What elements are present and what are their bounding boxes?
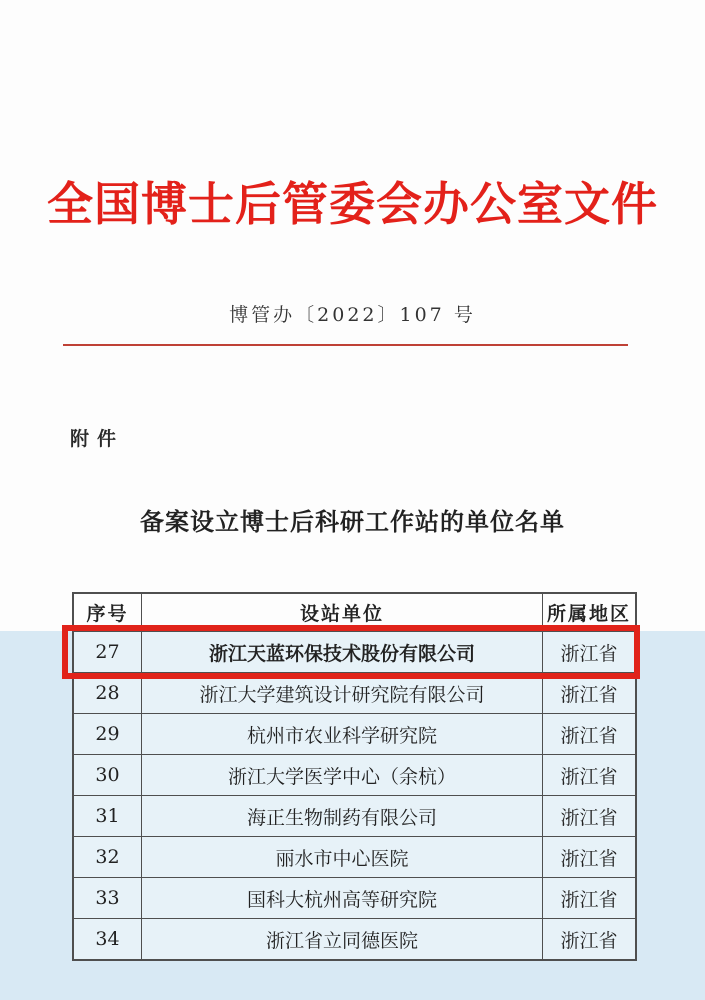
table-row [74, 755, 636, 796]
document-title: 全国博士后管委会办公室文件 [47, 177, 658, 231]
cell-region: 浙江省 [543, 796, 636, 837]
cell-unit-name: 浙江大学医学中心（余杭） [142, 755, 543, 796]
cell-region: 浙江省 [543, 837, 636, 878]
red-divider-line [63, 344, 628, 346]
units-table [73, 593, 636, 960]
header-region: 所属地区 [543, 594, 636, 632]
cell-unit-name: 浙江省立同德医院 [142, 919, 543, 960]
header-serial-number: 序号 [74, 594, 142, 632]
table-row [74, 632, 636, 673]
table-row [74, 673, 636, 714]
cell-unit-name: 浙江大学建筑设计研究院有限公司 [142, 673, 543, 714]
header-unit-name: 设站单位 [142, 594, 543, 632]
table-row [74, 919, 636, 960]
cell-unit-name: 杭州市农业科学研究院 [142, 714, 543, 755]
table-row [74, 837, 636, 878]
cell-serial-number: 32 [74, 837, 142, 878]
cell-unit-name: 国科大杭州高等研究院 [142, 878, 543, 919]
cell-unit-name: 海正生物制药有限公司 [142, 796, 543, 837]
document-number: 博管办〔2022〕107 号 [229, 304, 476, 326]
cell-serial-number: 34 [74, 919, 142, 960]
table-title: 备案设立博士后科研工作站的单位名单 [140, 507, 565, 536]
cell-region: 浙江省 [543, 755, 636, 796]
cell-region: 浙江省 [543, 714, 636, 755]
units-table-header [74, 594, 636, 632]
cell-serial-number: 33 [74, 878, 142, 919]
table-row [74, 714, 636, 755]
table-row [74, 878, 636, 919]
attachment-label: 附件 [70, 428, 125, 450]
cell-region: 浙江省 [543, 919, 636, 960]
table-row [74, 796, 636, 837]
units-table-body [74, 632, 636, 960]
cell-serial-number: 30 [74, 755, 142, 796]
cell-serial-number: 31 [74, 796, 142, 837]
cell-serial-number: 27 [74, 632, 142, 673]
header-row [74, 594, 636, 632]
cell-unit-name: 浙江天蓝环保技术股份有限公司 [142, 632, 543, 673]
cell-serial-number: 29 [74, 714, 142, 755]
cell-serial-number: 28 [74, 673, 142, 714]
cell-region: 浙江省 [543, 632, 636, 673]
cell-region: 浙江省 [543, 673, 636, 714]
cell-region: 浙江省 [543, 878, 636, 919]
cell-unit-name: 丽水市中心医院 [142, 837, 543, 878]
